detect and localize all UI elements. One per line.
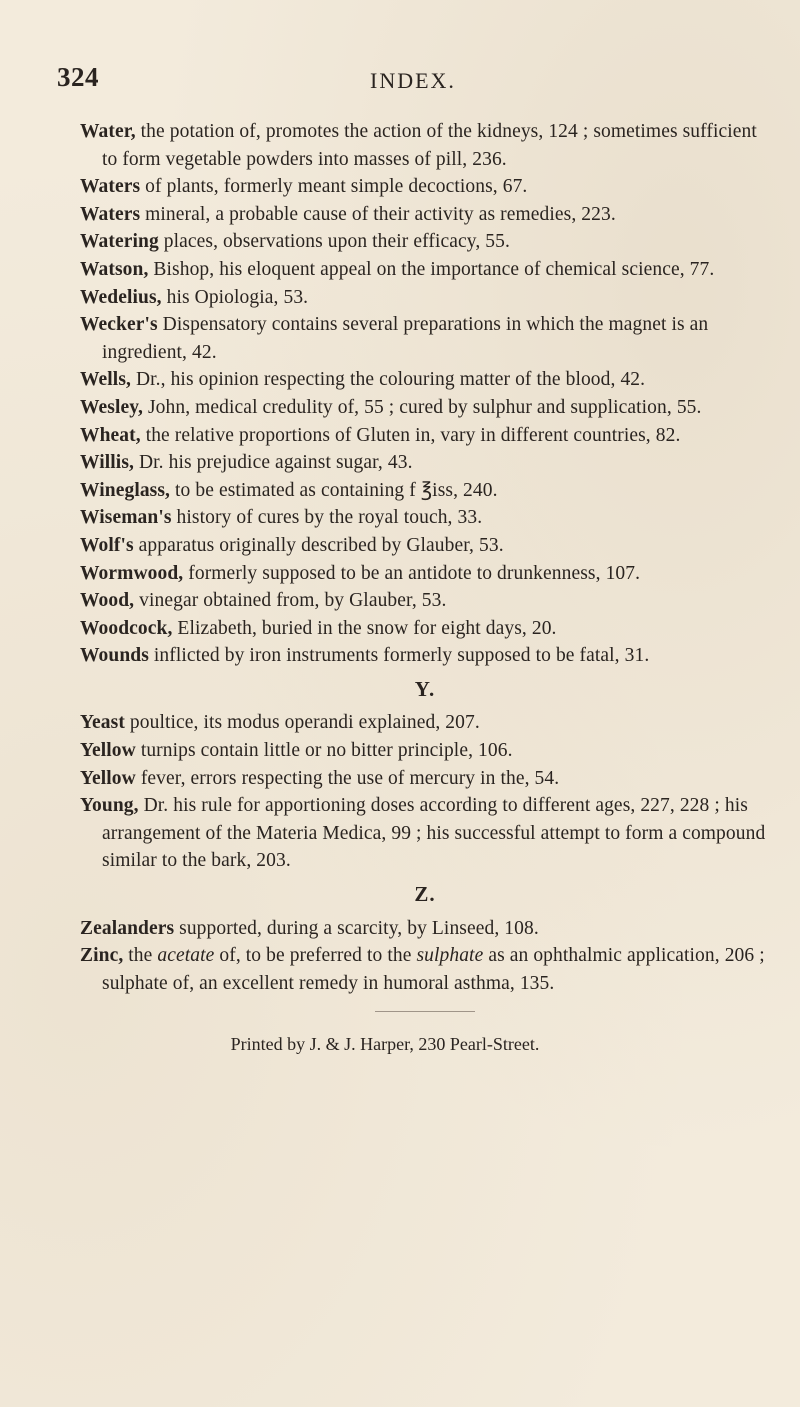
index-entry: Wells, Dr., his opinion respecting the colouring matter of the blood, 42. [80,369,646,391]
index-entry: Wood, vinegar obtained from, by Glauber, 53. [80,590,447,612]
index-entry: Yellow fever, errors respecting the use of mercury in the, 54. [80,767,560,789]
index-entry: Wedelius, his Opiologia, 53. [80,286,309,308]
index-entry: Wineglass, to be estimated as containing f ℥iss, 240. [80,479,498,501]
running-title: INDEX. [370,68,456,93]
index-entry: Zealanders supported, during a scarcity, by Linseed, 108. [80,917,539,939]
index-entry: Wecker's Dispensatory contains several preparations in which the magnet is an ingredient, 42. [80,314,709,363]
index-entry: Zinc, the acetate of, to be preferred to the sulphate as an ophthalmic application, 206 ; sulphate of, an excellent remedy in humoral asthma, 135. [80,945,765,994]
printer-imprint: Printed by J. & J. Harper, 230 Pearl-Street. [230,1034,540,1055]
divider [375,1011,475,1012]
section-heading-z: Z. [414,882,436,907]
section-heading-y: Y. [414,676,436,701]
index-entry: Watson, Bishop, his eloquent appeal on the importance of chemical science, 77. [80,258,715,280]
index-entries [80,118,770,1056]
index-entry: Wormwood, formerly supposed to be an antidote to drunkenness, 107. [80,562,641,584]
index-entry: Waters mineral, a probable cause of their activity as remedies, 223. [80,203,616,225]
index-entry: Wesley, John, medical credulity of, 55 ; cured by sulphur and supplication, 55. [80,396,702,418]
index-entry: Waters of plants, formerly meant simple decoctions, 67. [80,176,528,198]
index-entry: Young, Dr. his rule for apportioning doses according to different ages, 227, 228 ; his arrangement of the Materia Medica, 99 ; his successful attempt to form a compound similar to the bark, 203. [80,795,766,872]
index-entry: Watering places, observations upon their efficacy, 55. [80,231,510,253]
index-entry: Wheat, the relative proportions of Gluten in, vary in different countries, 82. [80,424,681,446]
index-entry: Wolf's apparatus originally described by Glauber, 53. [80,534,504,556]
page-number: 324 [57,62,99,92]
index-entry: Water, the potation of, promotes the action of the kidneys, 124 ; sometimes sufficient to form vegetable powders into masses of pill, 236. [80,121,757,170]
running-head [57,62,657,102]
index-entry: Wiseman's history of cures by the royal touch, 33. [80,507,483,529]
index-entry: Yellow turnips contain little or no bitter principle, 106. [80,740,513,762]
index-entry: Woodcock, Elizabeth, buried in the snow for eight days, 20. [80,617,557,639]
index-entry: Wounds inflicted by iron instruments formerly supposed to be fatal, 31. [80,645,650,667]
index-entry: Willis, Dr. his prejudice against sugar, 43. [80,452,413,474]
index-entry: Yeast poultice, its modus operandi explained, 207. [80,712,480,734]
